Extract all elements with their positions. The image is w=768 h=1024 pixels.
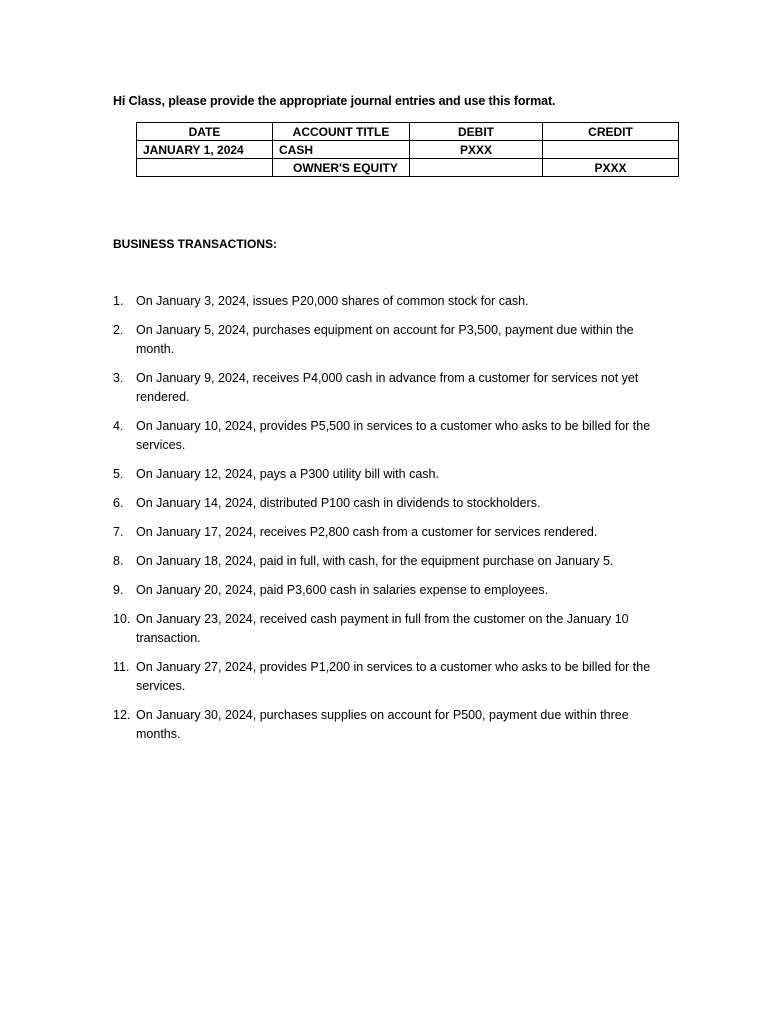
list-item-number: 8. xyxy=(113,554,124,568)
list-item-text: On January 18, 2024, paid in full, with cash, for the equipment purchase on January 5. xyxy=(136,554,614,568)
list-item xyxy=(113,465,658,484)
cell-account-title: OWNER'S EQUITY xyxy=(273,159,410,177)
list-item-number: 5. xyxy=(113,467,124,481)
cell-date xyxy=(137,159,273,177)
table-header-row xyxy=(137,123,679,141)
instruction-text: Hi Class, please provide the appropriate journal entries and use this format. xyxy=(113,94,556,108)
list-item xyxy=(113,292,658,311)
table-row xyxy=(137,159,679,177)
list-item xyxy=(113,523,658,542)
list-item xyxy=(113,321,658,359)
list-item-number: 4. xyxy=(113,419,124,433)
list-item-text: On January 20, 2024, paid P3,600 cash in salaries expense to employees. xyxy=(136,583,549,597)
cell-debit: PXXX xyxy=(410,141,543,159)
list-item xyxy=(113,494,658,513)
list-item-number: 11. xyxy=(113,660,130,674)
section-heading: BUSINESS TRANSACTIONS: xyxy=(113,237,278,251)
cell-credit: PXXX xyxy=(543,159,679,177)
list-item xyxy=(113,552,658,571)
list-item-text: On January 10, 2024, provides P5,500 in services to a customer who asks to be billed for the services. xyxy=(136,419,651,452)
cell-credit xyxy=(543,141,679,159)
list-item-text: On January 23, 2024, received cash payment in full from the customer on the January 10 transaction. xyxy=(136,612,629,645)
list-item xyxy=(113,369,658,407)
header-credit: CREDIT xyxy=(543,123,679,141)
cell-date: JANUARY 1, 2024 xyxy=(137,141,273,159)
list-item xyxy=(113,658,658,696)
list-item xyxy=(113,581,658,600)
list-item-text: On January 5, 2024, purchases equipment on account for P3,500, payment due within the month. xyxy=(136,323,634,356)
list-item-text: On January 3, 2024, issues P20,000 shares of common stock for cash. xyxy=(136,294,529,308)
cell-account-title: CASH xyxy=(273,141,410,159)
list-item-number: 12. xyxy=(113,708,131,722)
list-item-text: On January 12, 2024, pays a P300 utility bill with cash. xyxy=(136,467,439,481)
list-item xyxy=(113,417,658,455)
list-item-number: 2. xyxy=(113,323,124,337)
header-date: DATE xyxy=(137,123,273,141)
list-item-text: On January 27, 2024, provides P1,200 in services to a customer who asks to be billed for the services. xyxy=(136,660,651,693)
journal-format-table xyxy=(136,122,679,177)
list-item-text: On January 9, 2024, receives P4,000 cash in advance from a customer for services not yet rendered. xyxy=(136,371,639,404)
list-item-number: 9. xyxy=(113,583,124,597)
list-item-number: 10. xyxy=(113,612,131,626)
list-item-text: On January 17, 2024, receives P2,800 cash from a customer for services rendered. xyxy=(136,525,598,539)
list-item-text: On January 30, 2024, purchases supplies on account for P500, payment due within three months. xyxy=(136,708,629,741)
header-debit: DEBIT xyxy=(410,123,543,141)
transactions-list xyxy=(113,292,658,754)
list-item-number: 3. xyxy=(113,371,124,385)
list-item-number: 7. xyxy=(113,525,124,539)
list-item-number: 6. xyxy=(113,496,124,510)
list-item-text: On January 14, 2024, distributed P100 cash in dividends to stockholders. xyxy=(136,496,541,510)
header-account-title: ACCOUNT TITLE xyxy=(273,123,410,141)
list-item xyxy=(113,610,658,648)
list-item xyxy=(113,706,658,744)
list-item-number: 1. xyxy=(113,294,124,308)
cell-debit xyxy=(410,159,543,177)
table-row xyxy=(137,141,679,159)
